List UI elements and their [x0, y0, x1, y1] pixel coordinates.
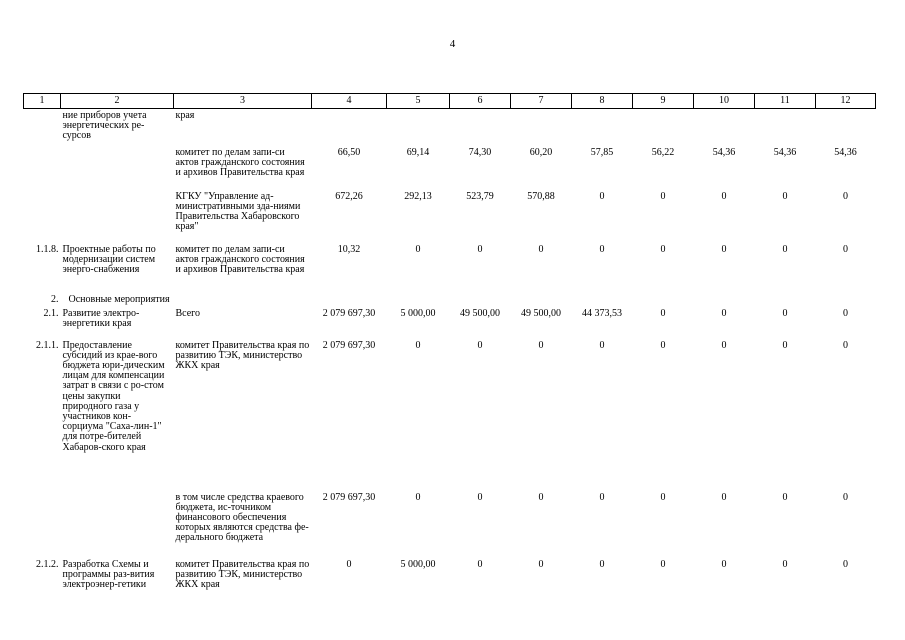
value-cell: 0	[660, 307, 666, 319]
value-cell: 5 000,00	[400, 558, 436, 570]
value-cell: 54,36	[773, 146, 797, 158]
value-cell: 292,13	[404, 190, 432, 202]
value-cell	[312, 109, 387, 142]
value-cell: 0	[477, 491, 483, 503]
value-cell	[572, 109, 633, 142]
value-cell: 0	[599, 190, 605, 202]
table-row	[24, 142, 876, 190]
value-cell: 66,50	[337, 146, 361, 158]
value-cell: 0	[599, 491, 605, 503]
value-cell: 0	[843, 491, 848, 503]
value-cell: 0	[721, 491, 727, 503]
budget-table	[23, 93, 876, 610]
row-code: 1.1.8.	[36, 243, 59, 255]
row-code: 2.1.	[43, 307, 59, 319]
value-cell: 0	[843, 243, 848, 255]
value-cell: 10,32	[337, 243, 361, 255]
column-header: 7	[511, 94, 572, 109]
row-code: 2.	[51, 293, 59, 305]
value-cell	[450, 109, 511, 142]
row-code	[24, 142, 61, 190]
value-cell: 0	[843, 190, 848, 202]
value-cell: 0	[721, 190, 727, 202]
value-cell: 54,36	[712, 146, 736, 158]
executor: комитет по делам запи-си актов гражданского состояния и архивов Правительства края	[175, 243, 305, 276]
value-cell: 49 500,00	[460, 307, 500, 319]
value-cell: 0	[538, 558, 544, 570]
executor: края	[175, 110, 195, 121]
value-cell: 0	[599, 243, 605, 255]
value-cell	[633, 109, 694, 142]
value-cell: 0	[782, 491, 788, 503]
table-row	[24, 190, 876, 243]
column-header: 8	[572, 94, 633, 109]
column-header: 4	[312, 94, 387, 109]
executor: комитет по делам запи-си актов гражданского состояния и архивов Правительства края	[175, 146, 305, 179]
value-cell: 0	[721, 307, 727, 319]
row-code	[24, 190, 61, 243]
value-cell: 0	[538, 243, 544, 255]
value-cell: 56,22	[651, 146, 675, 158]
value-cell: 523,79	[466, 190, 494, 202]
column-header: 12	[816, 94, 876, 109]
value-cell: 0	[660, 558, 666, 570]
value-cell: 0	[660, 190, 666, 202]
value-cell: 0	[721, 558, 727, 570]
value-cell: 0	[660, 243, 666, 255]
value-cell	[511, 109, 572, 142]
value-cell: 0	[477, 558, 483, 570]
executor: КГКУ "Управление ад-министративными зда-ниями Правительства Хабаровского края"	[175, 190, 301, 233]
row-code: 2.1.2.	[36, 558, 59, 570]
table-row	[24, 558, 876, 610]
value-cell: 57,85	[590, 146, 614, 158]
section-row	[24, 293, 876, 307]
value-cell	[755, 109, 816, 142]
measure-name: ние приборов учета энергетических ре-сурсов	[62, 110, 147, 142]
measure-name: Проектные работы по модернизации систем энерго-снабжения	[62, 243, 156, 276]
value-cell: 60,20	[529, 146, 553, 158]
value-cell: 2 079 697,30	[322, 339, 376, 351]
value-cell: 2 079 697,30	[322, 307, 376, 319]
row-code	[24, 109, 61, 142]
row-code: 2.1.1.	[36, 339, 59, 351]
value-cell: 0	[782, 558, 788, 570]
value-cell: 2 079 697,30	[322, 491, 376, 503]
measure-name	[61, 190, 174, 243]
value-cell: 570,88	[527, 190, 555, 202]
value-cell: 0	[782, 339, 788, 351]
value-cell: 0	[415, 243, 421, 255]
table-row	[24, 243, 876, 293]
executor: Всего	[175, 307, 201, 319]
value-cell: 0	[599, 339, 605, 351]
value-cell: 0	[843, 307, 848, 319]
measure-name: Развитие электро-энергетики края	[62, 307, 140, 329]
value-cell	[694, 109, 755, 142]
value-cell: 0	[346, 558, 352, 570]
value-cell: 0	[782, 190, 788, 202]
value-cell	[387, 109, 450, 142]
value-cell: 0	[477, 243, 483, 255]
row-code	[24, 491, 61, 558]
value-cell: 0	[843, 558, 848, 570]
value-cell: 0	[843, 339, 848, 351]
executor: комитет Правительства края по развитию ТЭК, министерство ЖКХ края	[175, 558, 310, 591]
value-cell: 672,26	[335, 190, 363, 202]
column-header: 9	[633, 94, 694, 109]
executor: комитет Правительства края по развитию ТЭК, министерство ЖКХ края	[175, 339, 310, 372]
value-cell: 0	[599, 558, 605, 570]
value-cell: 0	[660, 491, 666, 503]
value-cell: 5 000,00	[400, 307, 436, 319]
executor: в том числе средства краевого бюджета, ис-точником финансового обеспечения которых являются средства фе-дерального бюджета	[175, 491, 309, 544]
column-header: 5	[387, 94, 450, 109]
header-row	[24, 94, 876, 109]
table-row	[24, 307, 876, 339]
value-cell: 0	[721, 339, 727, 351]
column-header: 6	[450, 94, 511, 109]
section-title: Основные мероприятия	[68, 293, 170, 305]
value-cell: 0	[660, 339, 666, 351]
value-cell: 0	[538, 339, 544, 351]
value-cell: 49 500,00	[521, 307, 561, 319]
column-header: 1	[24, 94, 61, 109]
value-cell: 0	[782, 243, 788, 255]
column-header: 10	[694, 94, 755, 109]
value-cell: 74,30	[468, 146, 492, 158]
value-cell: 0	[538, 491, 544, 503]
table-row	[24, 339, 876, 491]
measure-name: Предоставление субсидий из крае-вого бюджета юри-дическим лицам для компенсации затрат в связи с ро-стом цены закупки природного газа у участников кон-сорциума "Саха-лин-1" для потре-бителей Хабаров-ского края	[62, 339, 165, 453]
value-cell: 0	[415, 491, 421, 503]
value-cell: 44 373,53	[582, 307, 622, 319]
table-row	[24, 491, 876, 558]
measure-name	[61, 491, 174, 558]
column-header: 2	[61, 94, 174, 109]
column-header: 3	[174, 94, 312, 109]
column-header: 11	[755, 94, 816, 109]
measure-name	[61, 142, 174, 190]
page-number: 4	[449, 38, 456, 50]
value-cell: 0	[477, 339, 483, 351]
value-cell: 0	[415, 339, 421, 351]
measure-name: Разработка Схемы и программы раз-вития электроэнер-гетики	[62, 558, 155, 591]
value-cell: 0	[721, 243, 727, 255]
value-cell: 0	[782, 307, 788, 319]
table-row	[24, 109, 876, 142]
value-cell: 54,36	[834, 146, 857, 158]
value-cell: 69,14	[406, 146, 430, 158]
value-cell	[816, 109, 876, 142]
